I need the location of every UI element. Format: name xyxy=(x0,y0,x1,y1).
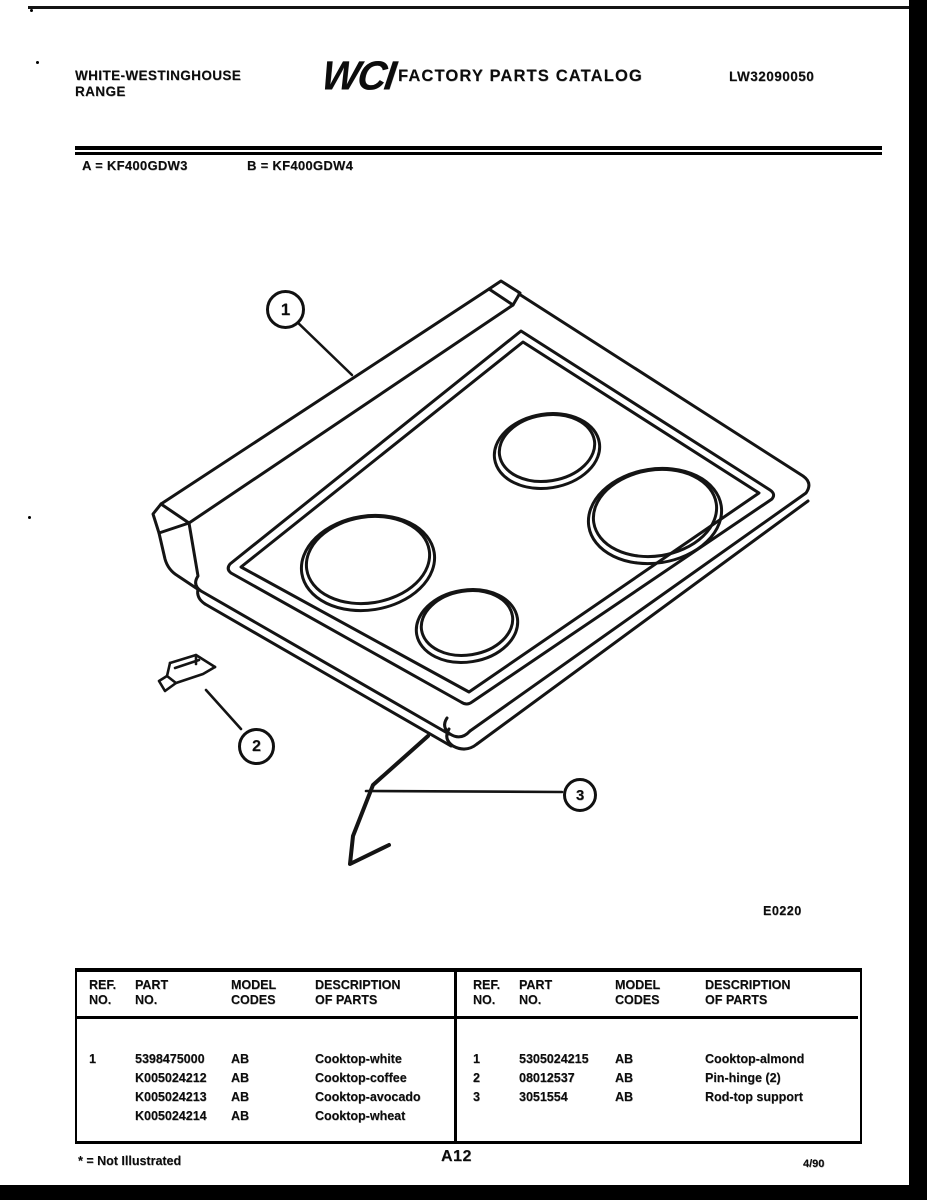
cell-ref: 1 xyxy=(89,1052,96,1066)
header-rule xyxy=(75,146,882,155)
table-header-row xyxy=(460,978,856,1008)
scan-artifact-right-band xyxy=(909,0,927,1200)
parts-table-left xyxy=(79,972,453,1141)
cell-codes: AB xyxy=(231,1071,250,1085)
cell-part: 5305024215 xyxy=(519,1052,589,1066)
cell-part: K005024214 xyxy=(135,1109,207,1123)
cooktop-exploded-diagram xyxy=(130,270,830,890)
cell-desc: Rod-top support xyxy=(705,1090,803,1104)
scan-artifact-bottom-band xyxy=(0,1185,927,1200)
cell-ref xyxy=(89,1069,135,1088)
table-row xyxy=(79,1069,453,1088)
cell-desc: Cooktop-coffee xyxy=(315,1071,407,1085)
callout-2: 2 xyxy=(238,728,275,765)
header-ref: REF. NO. xyxy=(473,978,501,1007)
leader-1 xyxy=(293,318,352,375)
header-part: PART NO. xyxy=(519,978,553,1007)
model-codes-line xyxy=(82,158,354,173)
brand-name xyxy=(75,68,241,100)
brand-line-1: WHITE-WESTINGHOUSE xyxy=(75,68,242,83)
header-codes: MODEL CODES xyxy=(615,978,661,1007)
cell-part: K005024212 xyxy=(135,1071,207,1085)
cell-codes: AB xyxy=(231,1090,250,1104)
footer-note: * = Not Illustrated xyxy=(78,1154,182,1168)
scan-speck xyxy=(28,516,31,519)
cell-part: 5398475000 xyxy=(135,1052,205,1066)
table-row xyxy=(460,1069,856,1088)
cell-ref: 2 xyxy=(473,1071,480,1085)
cell-codes: AB xyxy=(615,1090,634,1104)
leader-2 xyxy=(206,690,241,729)
issue-date: 4/90 xyxy=(803,1158,825,1170)
page-number: A12 xyxy=(441,1148,472,1165)
cell-desc: Cooktop-wheat xyxy=(315,1109,406,1123)
model-b: B = KF400GDW4 xyxy=(247,158,354,173)
table-row xyxy=(460,1088,856,1107)
cooktop-inner-rim xyxy=(228,331,773,704)
table-row xyxy=(79,1088,453,1107)
cell-ref: 3 xyxy=(473,1090,480,1104)
burner-holes xyxy=(294,406,728,669)
pin-hinge-bracket xyxy=(159,655,215,691)
cell-desc: Cooktop-white xyxy=(315,1052,402,1066)
table-header-row xyxy=(79,978,453,1008)
cell-part: 08012537 xyxy=(519,1071,575,1085)
leader-3 xyxy=(366,791,562,792)
header-desc: DESCRIPTION OF PARTS xyxy=(315,978,401,1007)
table-row xyxy=(79,1050,453,1069)
wci-logo: WCI xyxy=(318,53,397,99)
cell-ref xyxy=(89,1088,135,1107)
cell-ref: 1 xyxy=(473,1052,480,1066)
rod-top-support xyxy=(350,736,428,864)
table-row xyxy=(460,1050,856,1069)
model-a: A = KF400GDW3 xyxy=(82,158,188,173)
table-center-divider xyxy=(454,972,457,1141)
parts-table xyxy=(75,968,862,1144)
cell-desc: Cooktop-almond xyxy=(705,1052,805,1066)
cooktop-rear-flange xyxy=(153,281,520,533)
figure-code: E0220 xyxy=(763,904,802,918)
cell-codes: AB xyxy=(615,1071,634,1085)
header-desc: DESCRIPTION OF PARTS xyxy=(705,978,791,1007)
parts-table-right xyxy=(460,972,856,1141)
scan-speck xyxy=(36,61,39,64)
header-codes: MODEL CODES xyxy=(231,978,277,1007)
cell-part: 3051554 xyxy=(519,1090,568,1104)
brand-line-2: RANGE xyxy=(75,84,126,99)
cell-codes: AB xyxy=(615,1052,634,1066)
table-row xyxy=(79,1107,453,1126)
cell-desc: Pin-hinge (2) xyxy=(705,1071,781,1085)
header-ref: REF. NO. xyxy=(89,978,117,1007)
document-number: LW32090050 xyxy=(729,69,815,84)
callout-1: 1 xyxy=(266,290,305,329)
cell-ref xyxy=(89,1107,135,1126)
scan-speck xyxy=(30,9,33,12)
cell-desc: Cooktop-avocado xyxy=(315,1090,421,1104)
cell-part: K005024213 xyxy=(135,1090,207,1104)
scan-artifact-top-line xyxy=(28,6,927,9)
cell-codes: AB xyxy=(231,1109,250,1123)
cell-codes: AB xyxy=(231,1052,250,1066)
header-part: PART NO. xyxy=(135,978,169,1007)
callout-3: 3 xyxy=(563,778,597,812)
catalog-title: FACTORY PARTS CATALOG xyxy=(398,66,643,85)
